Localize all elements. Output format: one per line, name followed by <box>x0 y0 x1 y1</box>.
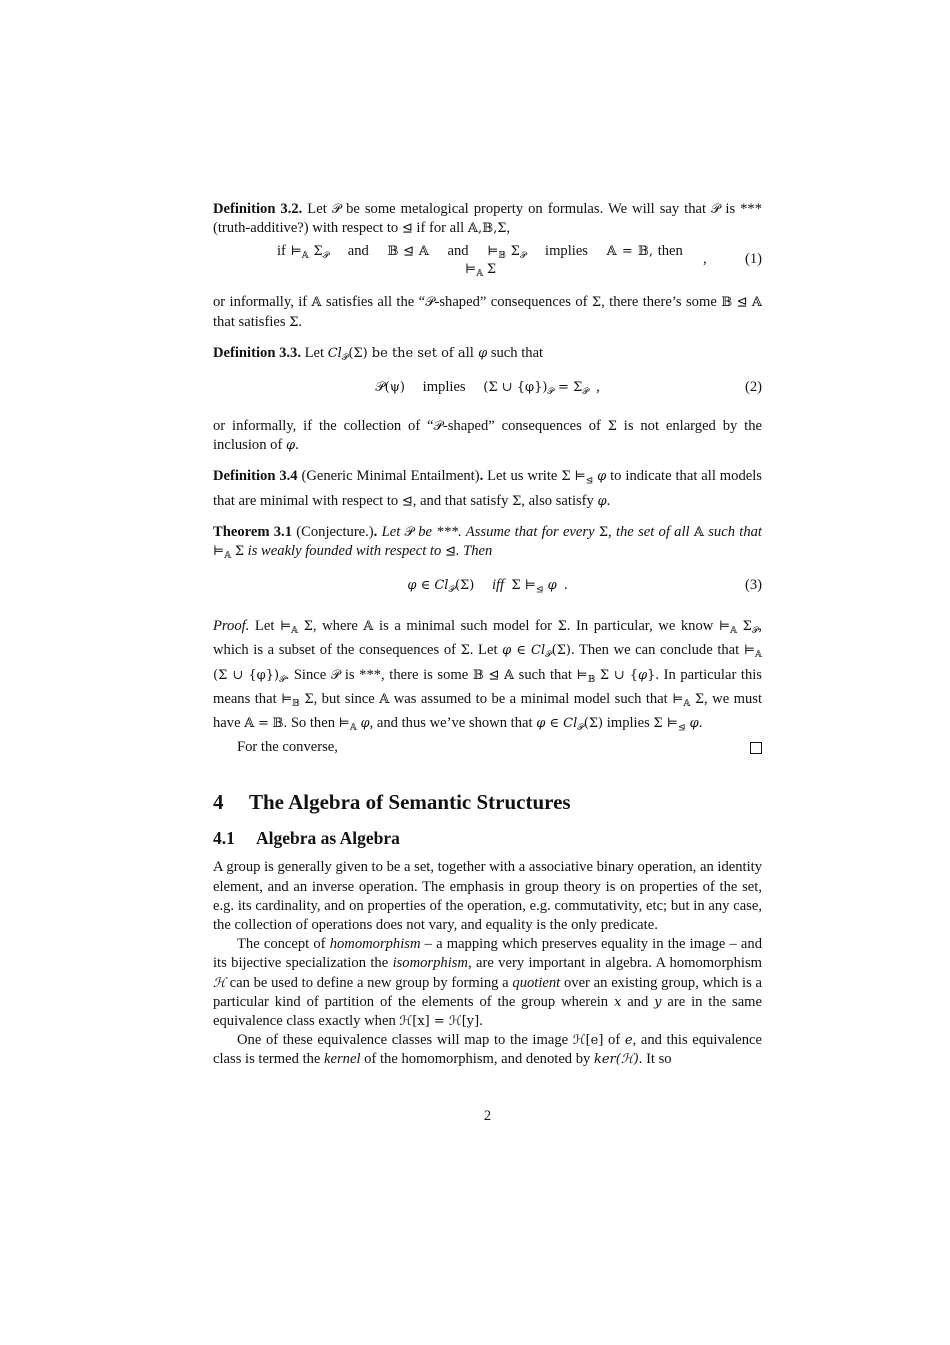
definition-label: Definition 3.3. <box>213 344 301 361</box>
equation-2: 𝒫(ψ) implies (Σ ∪ $\{\varphi\})_𝒫 = \Sigma_𝒫$ , (2) <box>375 379 762 398</box>
equation-number: (3) <box>744 577 762 594</box>
definition-3-2: Definition 3.2. Let 𝒫 be some metalogical property on formulas. We will say that 𝒫 is *** (truth-additive?) with respect to ⊴ if for all 𝔸,𝔹,Σ, <box>213 201 763 237</box>
proof-converse: For the converse, <box>213 738 762 757</box>
document-page <box>213 200 762 1070</box>
equation-1-line-2: $⊨_𝔸$ Σ <box>465 262 497 280</box>
equation-1-line-1: if $⊨_𝔸$ $\Sigma_𝒫$ and 𝔹 ⊴ 𝔸 and $⊨_𝔹$ $\Sigma_𝒫$ implies 𝔸 = 𝔹, then <box>277 243 683 262</box>
theorem-3-1: Theorem 3.1 (Conjecture.). Let 𝒫 be ***. Assume that for every Σ, the set of all 𝔸 such that $⊨_𝔸$ Σ is weakly founded with respect to ⊴. Then <box>213 523 762 562</box>
proof: Proof. Let $⊨_𝔸$ Σ, where 𝔸 is a minimal such model for Σ. In particular, we know $⊨_𝔸$ $\Sigma_𝒫$, which is a subset of the consequences of Σ. Let φ ∈ $Cl_𝒫(\Sigma)$. Then we can conclude that $⊨_𝔸$ (Σ ∪ $\{\varphi\})_𝒫$. Since 𝒫 is ***, there is some 𝔹 ⊴ 𝔸 such that $⊨_𝔹$ Σ ∪ {φ}. In particular this means that $⊨_𝔹$ Σ, but since 𝔸 was assumed to be a minimal model such that $⊨_𝔸$ Σ, we must have 𝔸 = 𝔹. So then $⊨_𝔸$ φ, and thus we’ve shown that φ ∈ $Cl_𝒫(\Sigma)$ implies Σ $⊨_⊴$ φ. <box>213 618 763 734</box>
definition-label: Definition 3.2. <box>213 201 303 217</box>
proof-label: Proof. <box>213 618 250 635</box>
equation-number: (2) <box>744 379 762 396</box>
body-paragraph-1: A group is generally given to be a set, together with a associative binary operation, an identity element, and an inverse operation. The emphasis in group theory is on properties of the set, e.g. its cardinality, and on properties of the operation, e.g. commutativity, etc; but in any case, the collection of operations does not vary, and equality is the only predicate. <box>213 859 762 934</box>
equation-number: (1) <box>744 251 762 268</box>
equation-1: if $⊨_𝔸$ $\Sigma_𝒫$ and 𝔹 ⊴ 𝔸 and $⊨_𝔹$ $\Sigma_𝒫$ implies 𝔸 = 𝔹, then $⊨_𝔸$ Σ , (1) <box>213 238 762 282</box>
qed-square-icon <box>750 742 762 754</box>
body-paragraph-3: One of these equivalence classes will map to the image ℋ[e] of e, and this equivalence class is termed the kernel of the homomorphism, and denoted by ker(ℋ). It so <box>213 1032 762 1068</box>
definition-3-4: Definition 3.4 (Generic Minimal Entailment). Let us write Σ $⊨_⊴$ φ to indicate that all models that are minimal with respect to ⊴, and that satisfy Σ, also satisfy φ. <box>213 468 762 509</box>
definition-3-3: Definition 3.3. Let $Cl_𝒫(\Sigma)$ be the set of all φ such that <box>213 344 544 363</box>
paragraph-informal-2: or informally, if the collection of “𝒫-shaped” consequences of Σ is not enlarged by the inclusion of φ. <box>213 418 762 454</box>
subsection-heading: 4.1 Algebra as Algebra <box>213 828 400 849</box>
body-paragraph-2: The concept of homomorphism – a mapping which preserves equality in the image – and its bijective specialization the isomorphism, are very important in algebra. A homomorphism ℋ can be used to define a new group by forming a quotient over an existing group, which is a particular kind of partition of the elements of the group wherein x and y are in the same equivalence class exactly when ℋ[x] = ℋ[y]. <box>213 936 762 1030</box>
definition-label: Definition 3.4 <box>213 468 298 485</box>
theorem-label: Theorem 3.1 <box>213 523 292 540</box>
equation-3: φ ∈ $Cl_𝒫(\Sigma)$ iff Σ $⊨_⊴$ φ . (3) <box>407 577 762 596</box>
page-number: 2 <box>483 1108 492 1124</box>
section-heading: 4 The Algebra of Semantic Structures <box>213 790 571 815</box>
paragraph-informal-1: or informally, if 𝔸 satisfies all the “𝒫-shaped” consequences of Σ, there there’s some 𝔹 ⊴ 𝔸 that satisfies Σ. <box>213 294 762 330</box>
